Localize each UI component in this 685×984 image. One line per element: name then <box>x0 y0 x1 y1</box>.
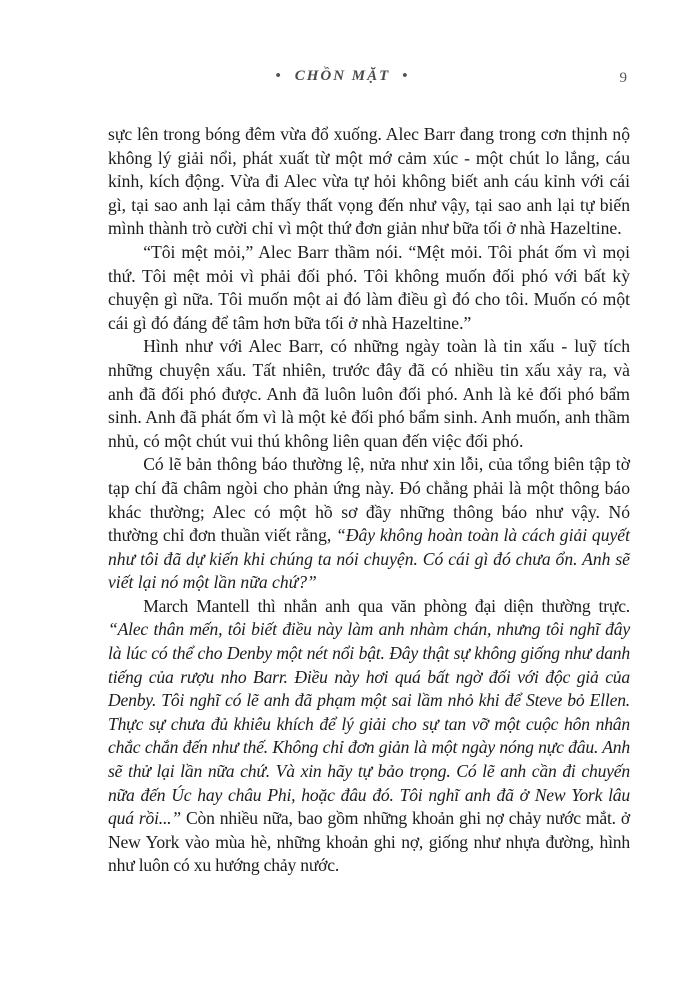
running-header <box>0 68 685 92</box>
paragraph-1: sực lên trong bóng đêm vừa đổ xuống. Alec Barr đang trong cơn thịnh nộ không lý giải nổi, phát xuất từ một mớ cảm xúc - một chút lo lắng, cáu kỉnh, kích động. Vừa đi Alec vừa tự hỏi không biết anh cáu kỉnh với cái gì, tại sao anh lại cảm thấy thất vọng đến như vậy, tại sao anh lại tự biến mình thành trò cười chỉ vì một thứ đơn giản như bữa tối ở nhà Hazeltine. <box>108 124 630 239</box>
bullet-left-icon: • <box>275 68 283 84</box>
paragraph-5-tail: Còn nhiều nữa, bao gồm những khoản ghi nợ chảy nước mắt. ở New York vào mùa hè, những khoản ghi nợ, giống như nhựa đường, hình như luôn có xu hướng chảy nước. <box>108 808 630 876</box>
paragraph-2: “Tôi mệt mỏi,” Alec Barr thầm nói. “Mệt mỏi. Tôi phát ốm vì mọi thứ. Tôi mệt mỏi vì phải đối phó. Tôi không muốn đối phó với bất kỳ chuyện gì nữa. Tôi muốn một ai đó làm điều gì đó cho tôi. Muốn có một cái gì đó đáng để tâm hơn bữa tối ở nhà Hazeltine.” <box>108 241 630 333</box>
paragraph-5 <box>108 595 630 878</box>
page-number: 9 <box>619 70 627 86</box>
paragraph-3: Hình như với Alec Barr, có những ngày toàn là tin xấu - luỹ tích những chuyện xấu. Tất nhiên, trước đây đã có nhiều tin xấu xảy ra, và anh đã đối phó được. Anh đã luôn luôn đối phó. Anh là kẻ đối phó bẩm sinh. Anh đã phát ốm vì là một kẻ đối phó bẩm sinh. Anh muốn, anh thầm nhủ, có một chút vui thú không liên quan đến việc đối phó. <box>108 336 630 451</box>
running-title <box>0 68 685 85</box>
paragraph-5-quote: “Alec thân mến, tôi biết điều này làm anh nhàm chán, nhưng tôi nghĩ đây là lúc có thể cho Denby một nét nổi bật. Đây thật sự không giống như danh tiếng của rượu nho Barr. Điều này hơi quá bất ngờ đối với độc giả của Denby. Tôi nghĩ có lẽ anh đã phạm một sai lầm nhỏ khi để Steve bỏ Ellen. Thực sự chưa đủ khiêu khích để lý giải cho sự tan vỡ một cuộc hôn nhân chắc chắn đến như thế. Không chỉ đơn giản là một ngày nóng nực đâu. Anh sẽ thử lại lần nữa chứ. Và xin hãy tự bảo trọng. Có lẽ anh cần đi chuyến nữa đến Úc hay châu Phi, hoặc đâu đó. Tôi nghĩ anh đã ở New York lâu quá rồi...” <box>108 619 630 829</box>
paragraph-5-lead: March Mantell thì nhắn anh qua văn phòng đại diện thường trực. <box>143 595 630 616</box>
book-title: CHỒN MẶT <box>294 68 391 84</box>
paragraph-4-text: Có lẽ bản thông báo thường lệ, nửa như xin lỗi, của tổng biên tập tờ tạp chí đã châm ngòi cho phản ứng này. Đó chẳng phải là một thông báo khác thường; Alec có một hồ sơ đầy những thông báo như vậy. Nó thường chỉ đơn thuần viết rằng, <box>108 454 630 546</box>
body-text <box>108 123 630 878</box>
paragraph-4 <box>108 453 630 595</box>
paragraph-4-quote: “Đây không hoàn toàn là cách giải quyết như tôi đã dự kiến khi chúng ta nói chuyện. Có cái gì đó chưa ổn. Anh sẽ viết lại nó một lần nữa chứ?” <box>108 525 631 593</box>
bullet-right-icon: • <box>402 68 410 84</box>
